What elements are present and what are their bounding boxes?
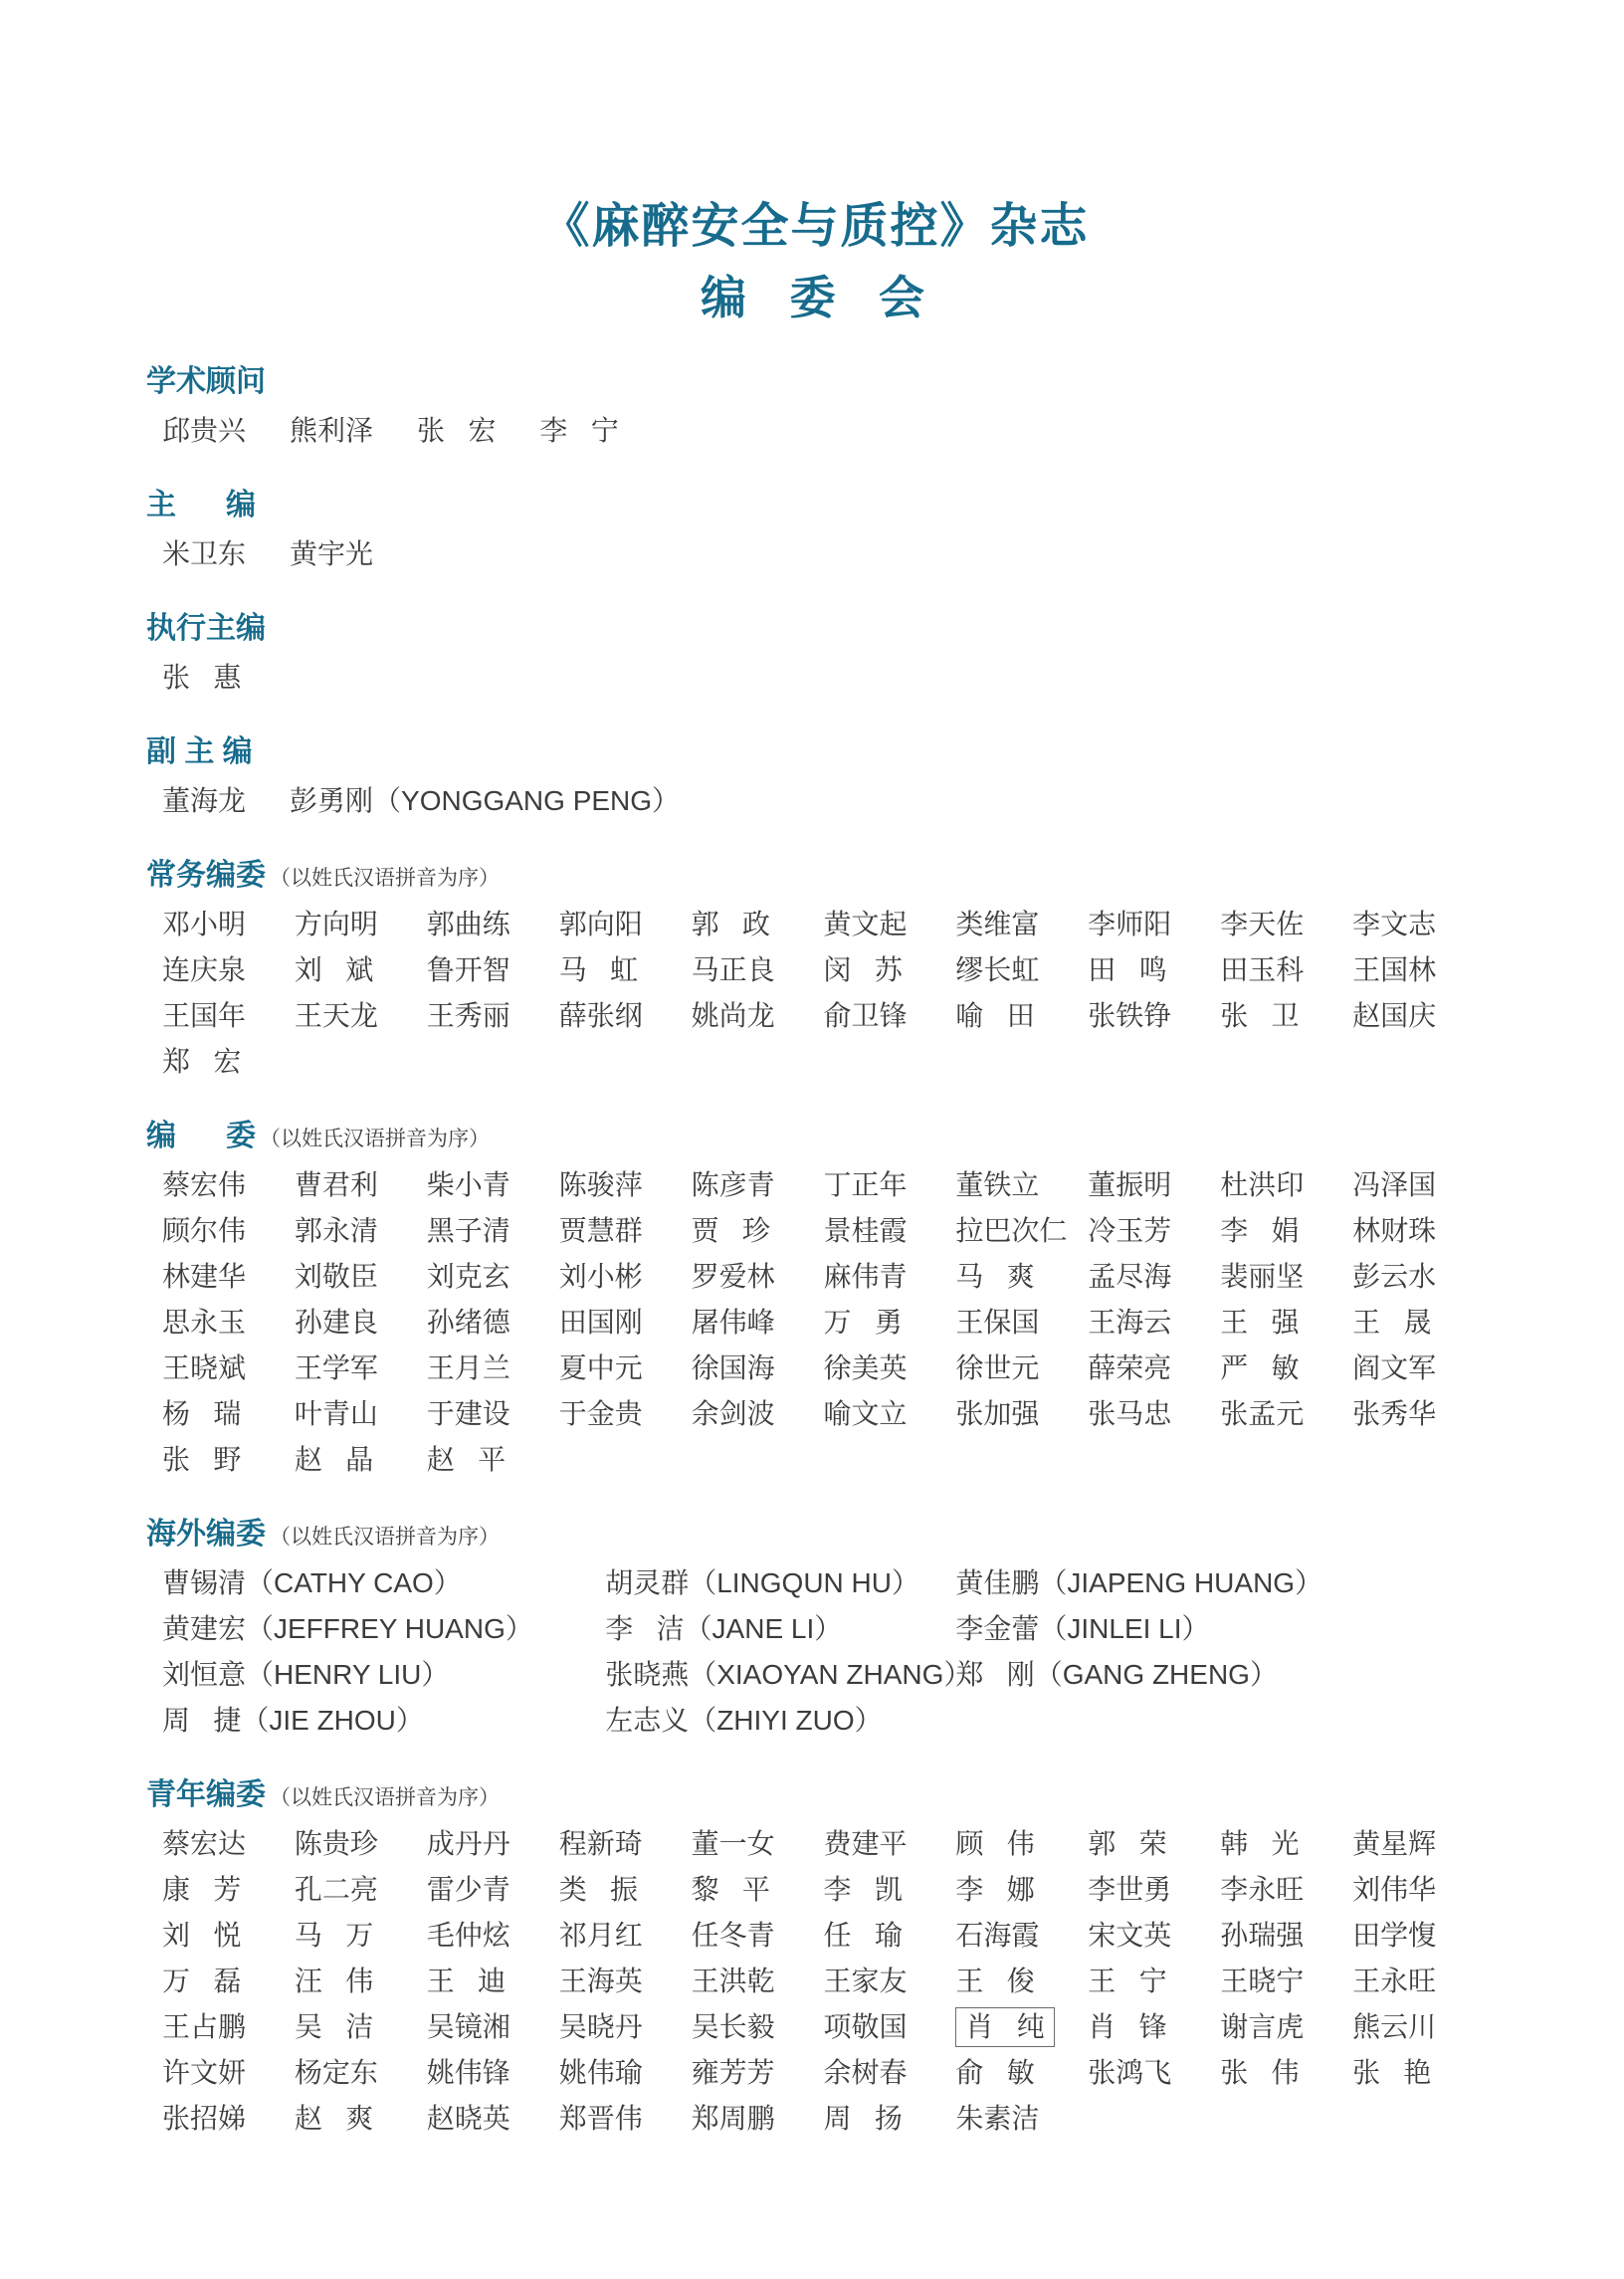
member-name: 赵国庆 <box>1352 1000 1437 1032</box>
member-name: 张 艳 <box>1352 2057 1432 2089</box>
member-name: 王 晟 <box>1352 1307 1432 1339</box>
page-header <box>146 199 1485 324</box>
sort-order-note: （以姓氏汉语拼音为序） <box>260 1127 491 1151</box>
member-name: 彭勇刚（YONGGANG PENG） <box>290 785 681 817</box>
member-name: 张 惠 <box>162 662 242 694</box>
member-name: 柴小青 <box>426 1169 510 1201</box>
member-name: 雍芳芳 <box>691 2057 775 2089</box>
member-name: 郑周鹏 <box>691 2103 775 2135</box>
member-name: 于建设 <box>426 1398 510 1430</box>
member-name: 石海霞 <box>955 1920 1040 1952</box>
member-row <box>162 1827 1485 1861</box>
section-editors-in-chief <box>146 488 1485 571</box>
section-header <box>146 1517 1485 1553</box>
member-name: 黑子清 <box>426 1215 510 1247</box>
member-name: 张秀华 <box>1352 1398 1437 1430</box>
member-name: 田 鸣 <box>1088 954 1167 986</box>
member-row <box>162 999 1485 1033</box>
member-name: 王晓宁 <box>1220 1966 1305 1997</box>
section-label: 学术顾问 <box>146 365 266 399</box>
member-name: 王海云 <box>1088 1307 1172 1339</box>
member-name: 田玉科 <box>1220 954 1305 986</box>
member-name: 赵晓英 <box>426 2103 510 2135</box>
member-row <box>162 784 1485 818</box>
member-name: 王月兰 <box>426 1352 510 1384</box>
member-name: 黄文起 <box>823 909 908 940</box>
member-row <box>162 1045 1485 1079</box>
member-name: 宋文英 <box>1088 1920 1172 1952</box>
member-name: 吴 洁 <box>294 2011 374 2043</box>
member-name: 成丹丹 <box>426 1828 510 1860</box>
member-name: 马 虹 <box>558 954 639 986</box>
member-name: 杨 瑞 <box>162 1398 242 1430</box>
member-name: 刘敬臣 <box>294 1261 378 1293</box>
member-name: 田国刚 <box>558 1307 643 1339</box>
member-name: 朱素洁 <box>955 2103 1040 2135</box>
section-editorial-board <box>146 1119 1485 1477</box>
section-overseas-editorial-board <box>146 1517 1485 1738</box>
member-name: 王学军 <box>294 1352 378 1384</box>
member-name: 连庆泉 <box>162 954 247 986</box>
member-name: 董振明 <box>1088 1169 1172 1201</box>
member-name: 裴丽坚 <box>1220 1261 1305 1293</box>
member-row <box>162 2056 1485 2090</box>
member-rows <box>146 784 1485 818</box>
member-name: 王秀丽 <box>426 1000 510 1032</box>
member-name: 张晓燕（XIAOYAN ZHANG） <box>605 1659 972 1691</box>
member-name: 景桂霞 <box>823 1215 908 1247</box>
member-name: 鲁开智 <box>426 954 510 986</box>
member-name: 孔二亮 <box>294 1874 378 1906</box>
member-name: 王 宁 <box>1088 1966 1167 1997</box>
member-name: 王天龙 <box>294 1000 378 1032</box>
member-name: 张 卫 <box>1220 1000 1300 1032</box>
member-name: 俞 敏 <box>955 2057 1035 2089</box>
section-young-editorial-board <box>146 1777 1485 2136</box>
member-row <box>162 1214 1485 1248</box>
member-name: 邱贵兴 <box>162 415 247 447</box>
member-name: 李 洁（JANE LI） <box>605 1613 843 1645</box>
member-name: 喻文立 <box>823 1398 908 1430</box>
section-label: 主 编 <box>146 489 257 522</box>
member-name: 薛张纲 <box>558 1000 643 1032</box>
page-subtitle: 编 委 会 <box>700 272 931 324</box>
member-name: 孙绪德 <box>426 1307 510 1339</box>
member-name: 王 强 <box>1220 1307 1300 1339</box>
member-name: 林财珠 <box>1352 1215 1437 1247</box>
member-name: 李天佐 <box>1220 909 1305 940</box>
member-name: 赵 晶 <box>294 1444 374 1476</box>
member-name: 罗爱林 <box>691 1261 775 1293</box>
section-header <box>146 364 1485 400</box>
journal-title: 《麻醉安全与质控》杂志 <box>541 200 1090 253</box>
member-name: 贾慧群 <box>558 1215 643 1247</box>
member-name: 张马忠 <box>1088 1398 1172 1430</box>
member-name: 王国林 <box>1352 954 1437 986</box>
member-name: 王占鹏 <box>162 2011 247 2043</box>
section-executive-editor-in-chief <box>146 611 1485 695</box>
member-name: 严 敏 <box>1220 1352 1300 1384</box>
member-name: 黎 平 <box>691 1874 770 1906</box>
member-name: 董铁立 <box>955 1169 1040 1201</box>
member-name: 赵 爽 <box>294 2103 374 2135</box>
member-name: 周 捷（JIE ZHOU） <box>162 1705 424 1737</box>
member-name: 刘小彬 <box>558 1261 643 1293</box>
member-name: 刘 斌 <box>294 954 374 986</box>
section-label: 副 主 编 <box>146 735 253 769</box>
member-name: 吴长毅 <box>691 2011 775 2043</box>
member-name: 肖 锋 <box>1088 2011 1167 2043</box>
member-name: 蔡宏伟 <box>162 1169 247 1201</box>
member-name: 黄星辉 <box>1352 1828 1437 1860</box>
member-rows <box>146 1566 1485 1738</box>
section-standing-editorial-board <box>146 858 1485 1079</box>
member-name: 熊利泽 <box>290 415 374 447</box>
member-name: 汪 伟 <box>294 1966 374 1997</box>
member-name: 王永旺 <box>1352 1966 1437 1997</box>
member-name: 李 娟 <box>1220 1215 1300 1247</box>
member-name: 万 磊 <box>162 1966 242 1997</box>
member-name: 李师阳 <box>1088 909 1172 940</box>
member-rows <box>146 1827 1485 2136</box>
member-name: 马正良 <box>691 954 775 986</box>
member-name: 黄佳鹏（JIAPENG HUANG） <box>955 1567 1323 1599</box>
member-name: 方向明 <box>294 909 378 940</box>
section-label: 编 委 <box>146 1120 257 1153</box>
member-row <box>162 1919 1485 1953</box>
member-name: 黄宇光 <box>290 538 374 570</box>
member-row <box>162 1168 1485 1202</box>
member-name: 思永玉 <box>162 1307 247 1339</box>
member-name: 陈彦青 <box>691 1169 775 1201</box>
member-name: 康 芳 <box>162 1874 242 1906</box>
member-name: 董一女 <box>691 1828 775 1860</box>
member-row <box>162 661 1485 695</box>
member-name: 孟尽海 <box>1088 1261 1172 1293</box>
member-name: 祁月红 <box>558 1920 643 1952</box>
member-name: 韩 光 <box>1220 1828 1300 1860</box>
member-name: 胡灵群（LINGQUN HU） <box>605 1567 919 1599</box>
member-name: 张铁铮 <box>1088 1000 1172 1032</box>
member-name: 张孟元 <box>1220 1398 1305 1430</box>
member-name: 姚伟瑜 <box>558 2057 643 2089</box>
member-name-boxed: 肖 纯 <box>955 2007 1054 2047</box>
member-name: 李文志 <box>1352 909 1437 940</box>
member-row <box>162 1873 1485 1907</box>
sort-order-note: （以姓氏汉语拼音为序） <box>270 1785 500 1810</box>
member-name: 张 野 <box>162 1444 242 1476</box>
member-name: 刘恒意（HENRY LIU） <box>162 1659 450 1691</box>
member-name: 王海英 <box>558 1966 643 1997</box>
member-name: 雷少青 <box>426 1874 510 1906</box>
member-rows <box>146 1168 1485 1477</box>
sort-order-note: （以姓氏汉语拼音为序） <box>270 1525 500 1550</box>
member-name: 左志义（ZHIYI ZUO） <box>605 1705 883 1737</box>
member-name: 俞卫锋 <box>823 1000 908 1032</box>
member-name: 麻伟青 <box>823 1261 908 1293</box>
member-name: 类维富 <box>955 909 1040 940</box>
member-row <box>162 1306 1485 1340</box>
member-name: 吴镜湘 <box>426 2011 510 2043</box>
member-name: 叶青山 <box>294 1398 378 1430</box>
section-header <box>146 1119 1485 1154</box>
member-name: 李永旺 <box>1220 1874 1305 1906</box>
member-name: 顾尔伟 <box>162 1215 247 1247</box>
member-name: 曹锡清（CATHY CAO） <box>162 1567 462 1599</box>
member-name: 彭云水 <box>1352 1261 1437 1293</box>
member-rows <box>146 414 1485 448</box>
member-name: 郑 宏 <box>162 1046 242 1078</box>
member-name: 郭永清 <box>294 1215 378 1247</box>
member-name: 郭向阳 <box>558 909 643 940</box>
member-name: 项敬国 <box>823 2011 908 2043</box>
section-label: 执行主编 <box>146 612 266 646</box>
member-row <box>162 2102 1485 2136</box>
section-label: 青年编委 <box>146 1778 266 1812</box>
member-row <box>162 537 1485 571</box>
member-name: 贾 珍 <box>691 1215 770 1247</box>
section-header <box>146 858 1485 894</box>
member-name: 刘伟华 <box>1352 1874 1437 1906</box>
section-header <box>146 734 1485 770</box>
member-rows <box>146 908 1485 1079</box>
member-name: 费建平 <box>823 1828 908 1860</box>
member-name: 缪长虹 <box>955 954 1040 986</box>
section-header <box>146 611 1485 647</box>
member-name: 姚伟锋 <box>426 2057 510 2089</box>
member-rows <box>146 661 1485 695</box>
member-name: 吴晓丹 <box>558 2011 643 2043</box>
member-name: 米卫东 <box>162 538 247 570</box>
member-name: 杜洪印 <box>1220 1169 1305 1201</box>
member-name: 拉巴次仁 <box>955 1215 1068 1247</box>
member-name: 王洪乾 <box>691 1966 775 1997</box>
member-name: 田学愎 <box>1352 1920 1437 1952</box>
member-name: 李 娜 <box>955 1874 1035 1906</box>
member-row <box>162 2010 1485 2044</box>
member-name: 张加强 <box>955 1398 1040 1430</box>
member-name: 李 凯 <box>823 1874 903 1906</box>
section-academic-advisors <box>146 364 1485 448</box>
sections-container <box>146 364 1485 2136</box>
member-name: 王晓斌 <box>162 1352 247 1384</box>
member-name: 李金蕾（JINLEI LI） <box>955 1613 1210 1645</box>
member-name: 万 勇 <box>823 1307 903 1339</box>
member-name: 丁正年 <box>823 1169 908 1201</box>
section-header <box>146 1777 1485 1813</box>
member-name: 刘克玄 <box>426 1261 510 1293</box>
member-name: 夏中元 <box>558 1352 643 1384</box>
member-name: 谢言虎 <box>1220 2011 1305 2043</box>
member-row <box>162 1397 1485 1431</box>
member-name: 郑晋伟 <box>558 2103 643 2135</box>
member-name: 赵 平 <box>426 1444 507 1476</box>
member-row <box>162 1704 1485 1738</box>
member-name: 陈贵珍 <box>294 1828 378 1860</box>
member-name: 屠伟峰 <box>691 1307 775 1339</box>
member-name: 于金贵 <box>558 1398 643 1430</box>
member-name: 马 爽 <box>955 1261 1035 1293</box>
member-name: 孙瑞强 <box>1220 1920 1305 1952</box>
member-name: 毛仲炫 <box>426 1920 510 1952</box>
section-deputy-editors-in-chief <box>146 734 1485 818</box>
member-name: 薛荣亮 <box>1088 1352 1172 1384</box>
member-name: 马 万 <box>294 1920 374 1952</box>
member-row <box>162 1443 1485 1477</box>
member-name: 类 振 <box>558 1874 639 1906</box>
member-name: 杨定东 <box>294 2057 378 2089</box>
section-header <box>146 488 1485 523</box>
member-row <box>162 908 1485 941</box>
member-name: 张鸿飞 <box>1088 2057 1172 2089</box>
member-name: 郑 刚（GANG ZHENG） <box>955 1659 1278 1691</box>
member-name: 顾 伟 <box>955 1828 1035 1860</box>
member-name: 王 迪 <box>426 1966 507 1997</box>
member-row <box>162 1351 1485 1385</box>
member-name: 黄建宏（JEFFREY HUANG） <box>162 1613 533 1645</box>
member-name: 许文妍 <box>162 2057 247 2089</box>
member-name: 邓小明 <box>162 909 247 940</box>
member-name: 李世勇 <box>1088 1874 1172 1906</box>
member-row <box>162 1612 1485 1646</box>
member-name: 王家友 <box>823 1966 908 1997</box>
member-name: 余树春 <box>823 2057 908 2089</box>
member-name: 曹君利 <box>294 1169 378 1201</box>
member-name: 余剑波 <box>691 1398 775 1430</box>
section-label: 常务编委 <box>146 859 266 893</box>
member-name: 姚尚龙 <box>691 1000 775 1032</box>
member-name: 陈骏萍 <box>558 1169 643 1201</box>
member-name: 徐国海 <box>691 1352 775 1384</box>
member-name: 王保国 <box>955 1307 1040 1339</box>
member-name: 熊云川 <box>1352 2011 1437 2043</box>
member-name: 任冬青 <box>691 1920 775 1952</box>
member-name: 李 宁 <box>539 415 619 447</box>
member-name: 林建华 <box>162 1261 247 1293</box>
member-name: 王国年 <box>162 1000 247 1032</box>
member-name: 冯泽国 <box>1352 1169 1437 1201</box>
member-row <box>162 1658 1485 1692</box>
member-name: 任 瑜 <box>823 1920 903 1952</box>
member-name: 郭曲练 <box>426 909 510 940</box>
member-row <box>162 1965 1485 1998</box>
section-label: 海外编委 <box>146 1518 266 1552</box>
member-name: 张 宏 <box>417 415 497 447</box>
member-name: 郭 政 <box>691 909 770 940</box>
member-rows <box>146 537 1485 571</box>
member-name: 郭 荣 <box>1088 1828 1167 1860</box>
sort-order-note: （以姓氏汉语拼音为序） <box>270 866 500 891</box>
member-name: 张招娣 <box>162 2103 247 2135</box>
member-name: 程新琦 <box>558 1828 643 1860</box>
member-name: 徐美英 <box>823 1352 908 1384</box>
member-name: 张 伟 <box>1220 2057 1300 2089</box>
member-name: 徐世元 <box>955 1352 1040 1384</box>
member-name: 闵 苏 <box>823 954 903 986</box>
member-name: 冷玉芳 <box>1088 1215 1172 1247</box>
member-name: 阎文军 <box>1352 1352 1437 1384</box>
member-name: 喻 田 <box>955 1000 1035 1032</box>
member-name: 周 扬 <box>823 2103 903 2135</box>
member-name: 孙建良 <box>294 1307 378 1339</box>
member-row <box>162 1566 1485 1600</box>
member-row <box>162 414 1485 448</box>
member-row <box>162 1260 1485 1294</box>
member-name: 董海龙 <box>162 785 247 817</box>
member-name: 王 俊 <box>955 1966 1035 1997</box>
member-name: 蔡宏达 <box>162 1828 247 1860</box>
member-name: 刘 悦 <box>162 1920 242 1952</box>
member-row <box>162 953 1485 987</box>
